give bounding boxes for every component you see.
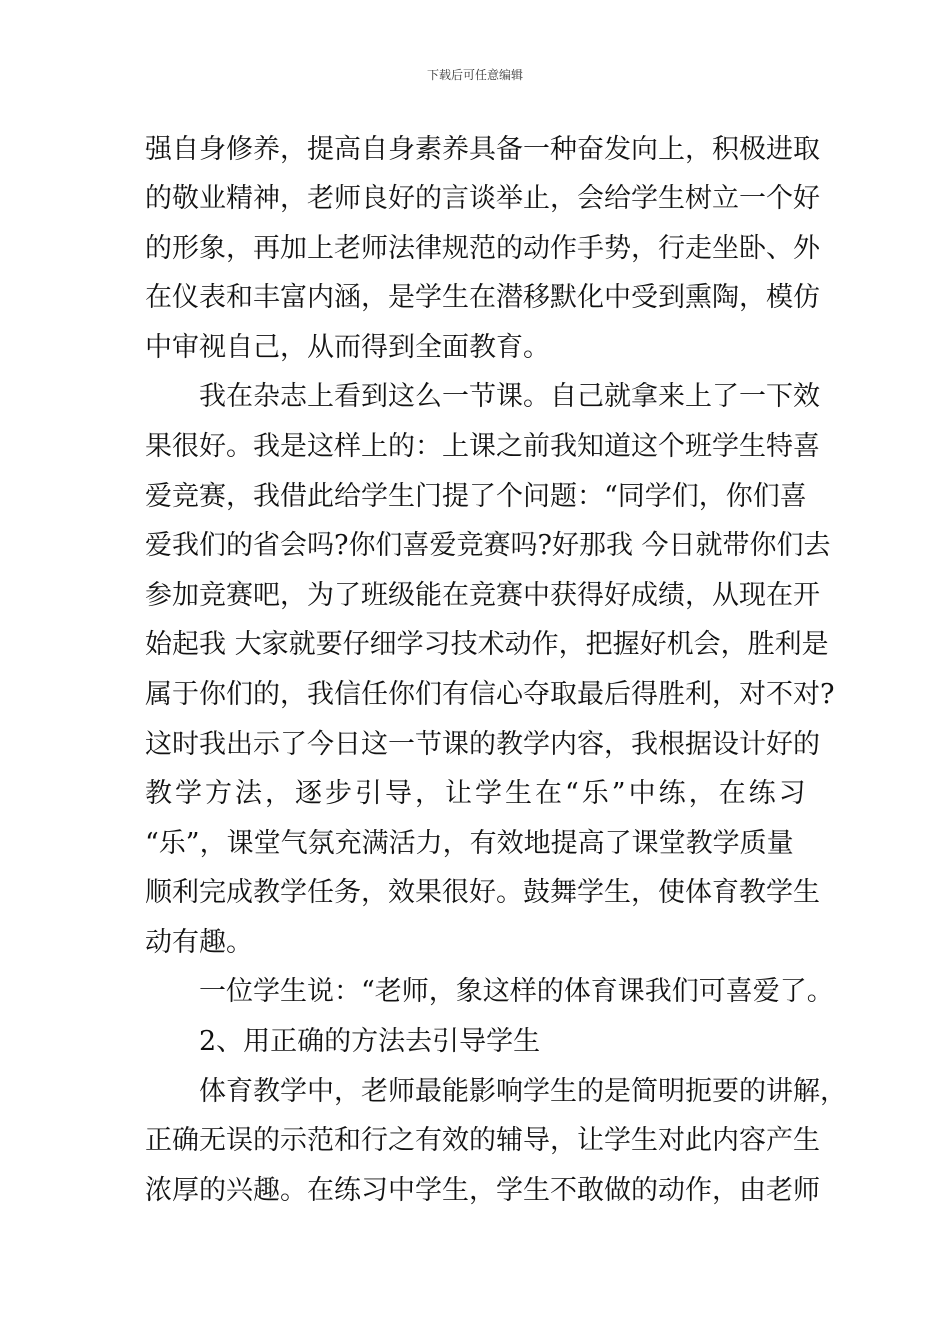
text-line: “乐”，课堂气氛充满活力，有效地提高了课堂教学质量 bbox=[145, 828, 794, 859]
text-line: 我在杂志上看到这么一节课。自己就拿来上了一下效 bbox=[199, 381, 820, 412]
text-line: 始起我 大家就要仔细学习技术动作，把握好机会，胜利是 bbox=[145, 629, 829, 660]
text-line: 参加竞赛吧，为了班级能在竞赛中获得好成绩，从现在开 bbox=[145, 580, 820, 611]
text-line: 体育教学中，老师最能影响学生的是简明扼要的讲解， bbox=[199, 1076, 847, 1107]
text-line: 正确无误的示范和行之有效的辅导，让学生对此内容产生 bbox=[145, 1125, 820, 1156]
text-line: 的敬业精神，老师良好的言谈举止，会给学生树立一个好 bbox=[145, 183, 820, 214]
text-line: 这时我出示了今日这一节课的教学内容，我根据设计好的 bbox=[145, 729, 820, 760]
text-line: 爱我们的省会吗?你们喜爱竞赛吗?好那我 今日就带你们去 bbox=[145, 530, 831, 561]
page-header: 下载后可任意编辑 bbox=[426, 68, 523, 82]
text-line: 顺利完成教学任务，效果很好。鼓舞学生，使体育教学生 bbox=[145, 877, 820, 908]
text-line: 强自身修养，提高自身素养具备一种奋发向上，积极进取 bbox=[145, 134, 820, 165]
text-line: 在仪表和丰富内涵，是学生在潜移默化中受到熏陶，模仿 bbox=[145, 282, 820, 313]
text-line: 的形象，再加上老师法律规范的动作手势，行走坐卧、外 bbox=[145, 233, 820, 264]
text-line: 属于你们的，我信任你们有信心夺取最后得胜利，对不对? bbox=[145, 679, 835, 710]
text-line: 浓厚的兴趣。在练习中学生，学生不敢做的动作，由老师 bbox=[145, 1175, 820, 1206]
text-line: 教学方法，逐步引导，让学生在“乐”中练，在练习 bbox=[145, 778, 809, 809]
text-line: 动有趣。 bbox=[145, 927, 253, 958]
text-line: 中审视自己，从而得到全面教育。 bbox=[145, 332, 550, 363]
section-heading: 2、用正确的方法去引导学生 bbox=[199, 1026, 541, 1057]
text-line: 一位学生说：“老师，象这样的体育课我们可喜爱了。 bbox=[199, 976, 834, 1007]
text-line: 爱竞赛，我借此给学生门提了个问题：“同学们，你们喜 bbox=[145, 481, 807, 512]
text-line: 果很好。我是这样上的：上课之前我知道这个班学生特喜 bbox=[145, 431, 820, 462]
